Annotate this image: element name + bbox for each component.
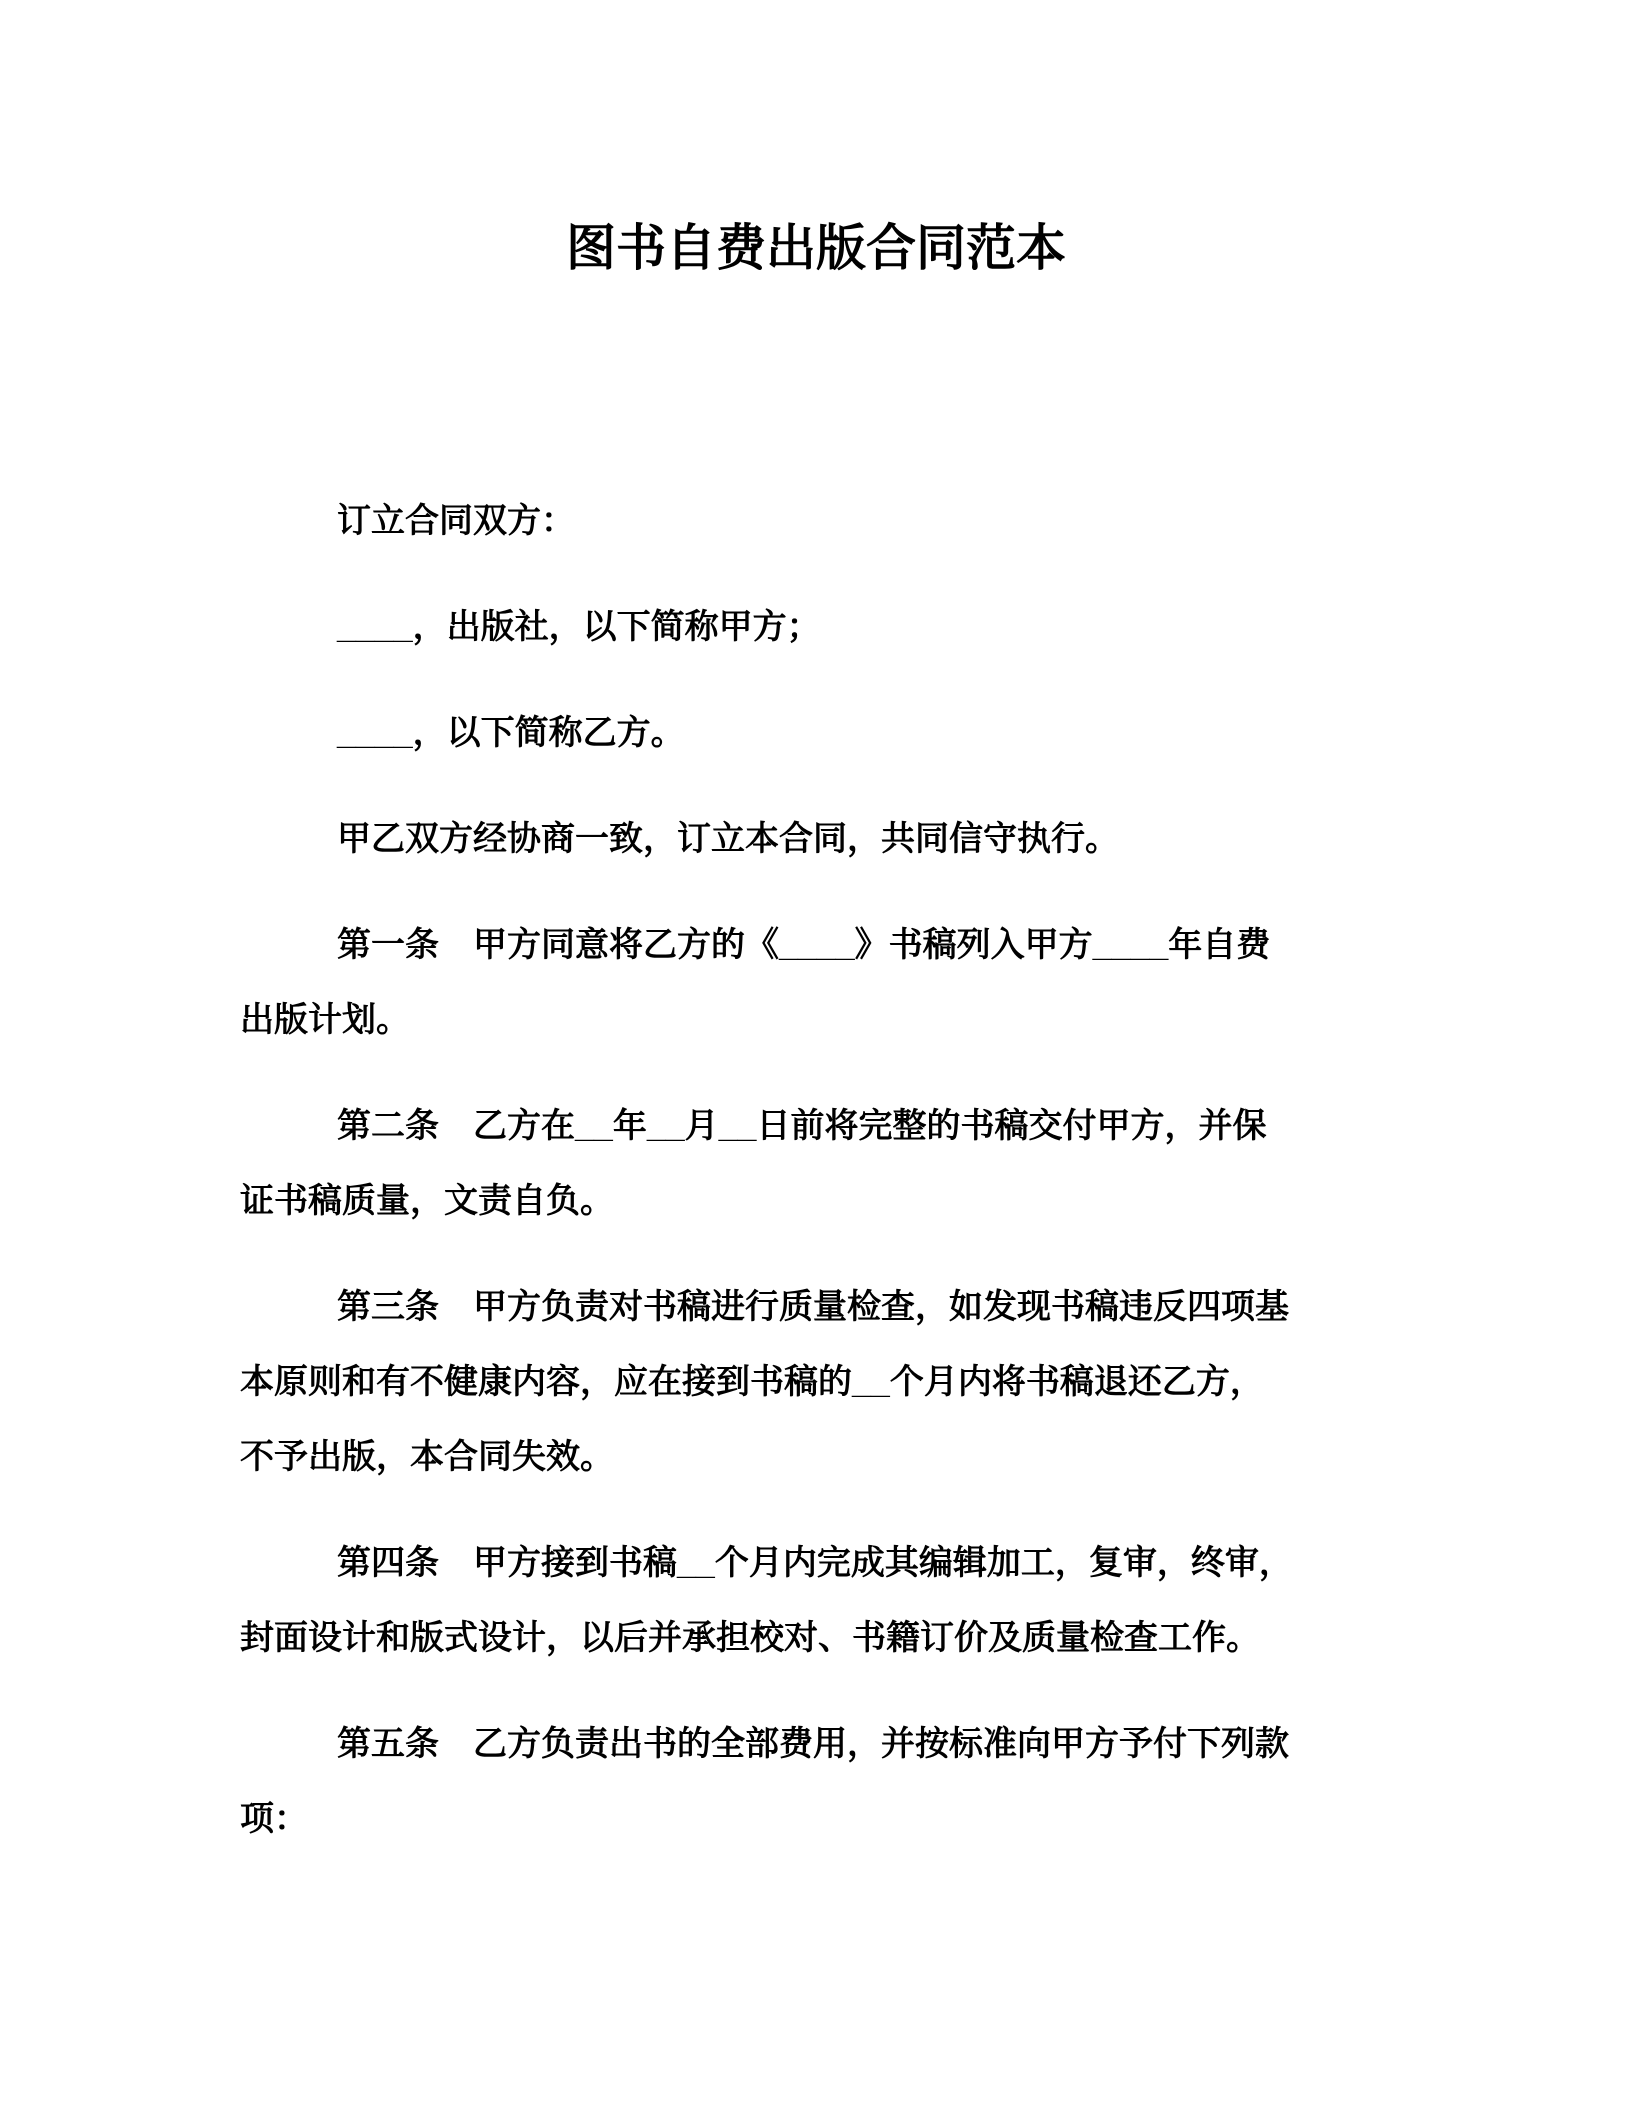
paragraph	[240, 696, 1392, 771]
text-line: 第五条 乙方负责出书的全部费用，并按标准向甲方予付下列款	[337, 1725, 1289, 1763]
text-line: ____，出版社，以下简称甲方；	[337, 608, 821, 646]
document-body	[240, 484, 1392, 1857]
paragraph	[240, 484, 1392, 559]
text-line: 封面设计和版式设计，以后并承担校对、书籍订价及质量检查工作。	[240, 1619, 1260, 1657]
text-line: ____，以下简称乙方。	[337, 714, 685, 752]
paragraph	[240, 802, 1392, 877]
text-line: 证书稿质量，文责自负。	[240, 1182, 614, 1220]
text-line: 不予出版，本合同失效。	[240, 1438, 614, 1476]
paragraph	[240, 1270, 1392, 1495]
text-line: 订立合同双方：	[337, 502, 575, 540]
paragraph	[240, 1707, 1392, 1857]
document-title: 图书自费出版合同范本	[566, 220, 1066, 276]
text-line: 出版计划。	[240, 1001, 410, 1039]
paragraph	[240, 1526, 1392, 1676]
paragraph	[240, 908, 1392, 1058]
paragraph	[240, 1089, 1392, 1239]
text-line: 本原则和有不健康内容，应在接到书稿的__个月内将书稿退还乙方，	[240, 1363, 1264, 1401]
text-line: 甲乙双方经协商一致，订立本合同，共同信守执行。	[337, 820, 1119, 858]
text-line: 项：	[240, 1800, 308, 1838]
text-line: 第三条 甲方负责对书稿进行质量检查，如发现书稿违反四项基	[337, 1288, 1289, 1326]
text-line: 第二条 乙方在__年__月__日前将完整的书稿交付甲方，并保	[337, 1107, 1267, 1145]
text-line: 第四条 甲方接到书稿__个月内完成其编辑加工，复审，终审，	[337, 1544, 1293, 1582]
paragraph	[240, 590, 1392, 665]
text-line: 第一条 甲方同意将乙方的《____》书稿列入甲方____年自费	[337, 926, 1271, 964]
